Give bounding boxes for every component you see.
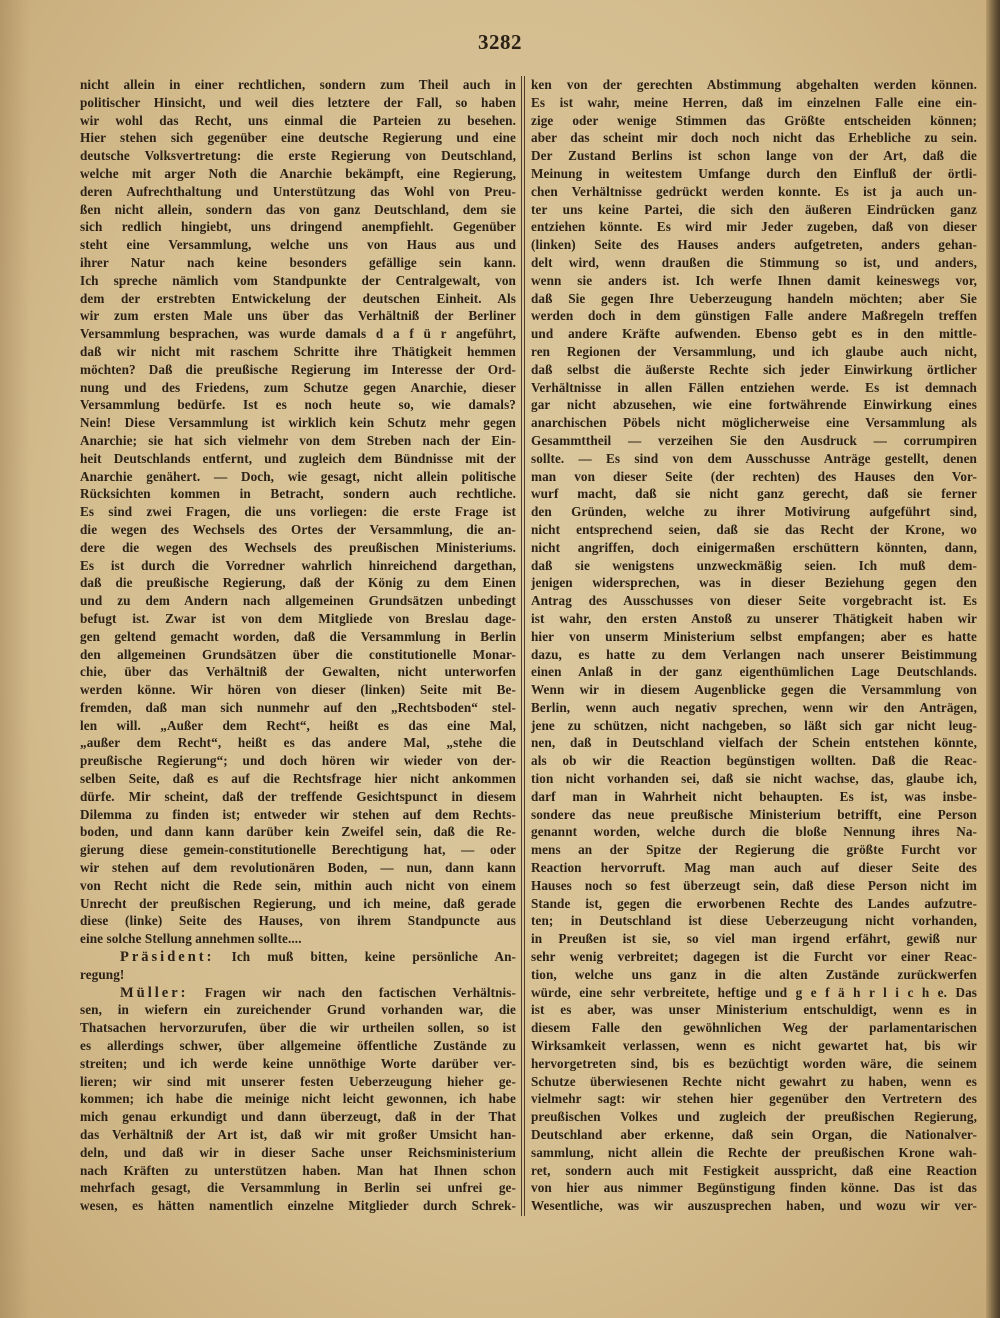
line-text: Es sind zwei Fragen, die uns vorliegen: die erste Frage ist bbox=[80, 504, 516, 520]
text-line bbox=[80, 592, 516, 610]
text-line bbox=[531, 734, 977, 752]
text-line bbox=[80, 681, 516, 699]
text-line bbox=[80, 1108, 516, 1126]
text-line bbox=[531, 414, 977, 432]
text-line bbox=[531, 183, 977, 201]
text-line bbox=[531, 1090, 977, 1108]
line-text: entziehen könnte. Es wird mir Jeder zugeben, daß von dieser bbox=[531, 219, 977, 235]
line-text: und zu dem Andern nach allgemeinen Grundsätzen unbedingt bbox=[80, 593, 516, 609]
text-line bbox=[531, 539, 977, 557]
text-line bbox=[531, 1073, 977, 1091]
text-line bbox=[531, 129, 977, 147]
line-text: werden könne. Wir hören von dieser (linken) Seite mit Be- bbox=[80, 682, 516, 698]
line-text: Gesammttheil — verzeihen Sie den Ausdruck — corrumpiren bbox=[531, 432, 977, 448]
line-text: vielmehr sagt: wir stehen hier gegenüber den Vertretern des bbox=[531, 1091, 977, 1107]
line-text: Unrecht der preußischen Regierung, und ich meine, daß gerade bbox=[80, 895, 516, 911]
line-text: Nein! Diese Versammlung ist wirklich kein Schutz mehr gegen bbox=[80, 415, 516, 431]
line-text: Schutze überwiesenen Rechte nicht gewahrt zu haben, wenn es bbox=[531, 1073, 977, 1089]
text-line bbox=[80, 610, 516, 628]
text-line bbox=[531, 823, 977, 841]
line-text: würde, eine sehr verbreitete, heftige und g e f ä h r l i c h e. Das bbox=[531, 984, 977, 1000]
line-text: „außer dem Recht“, heißt es das andere Mal, „stehe die bbox=[80, 735, 516, 751]
text-line bbox=[80, 966, 516, 984]
text-line bbox=[531, 76, 977, 94]
line-text: Deutschland aber erkenne, daß sein Organ, die Nationalver- bbox=[531, 1127, 977, 1143]
text-line bbox=[80, 859, 516, 877]
text-line bbox=[531, 290, 977, 308]
text-line bbox=[80, 717, 516, 735]
text-line bbox=[80, 895, 516, 913]
line-text: mich genau erkundigt und dann überzeugt, daß in der That bbox=[80, 1109, 516, 1125]
line-text: hervorgetreten sind, bis es bezüchtigt worden wäre, die seinem bbox=[531, 1055, 977, 1071]
line-text: Thatsachen hervorzurufen, über die wir urtheilen sollen, so ist bbox=[80, 1020, 516, 1036]
text-line bbox=[80, 806, 516, 824]
page-number: 3282 bbox=[478, 30, 522, 54]
line-text: Versammlung besprachen, was wurde damals d a f ü r angeführt, bbox=[80, 326, 516, 342]
line-text: ten; in Deutschland ist diese Ueberzeugung nicht vorhanden, bbox=[531, 913, 977, 929]
text-line bbox=[531, 254, 977, 272]
line-text: Stande ist, gegen die erworbenen Rechte des Landes aufzutre- bbox=[531, 895, 977, 911]
line-text: sondere das neue preußische Ministerium betrifft, eine Person bbox=[531, 806, 977, 822]
text-line bbox=[80, 396, 516, 414]
line-text: ter uns keine Partei, die sich den äußeren Eindrücken ganz bbox=[531, 201, 977, 217]
line-text: nicht entsprechend seien, daß sie das Recht der Krone, wo bbox=[531, 521, 977, 537]
line-text: in Preußen ist sie, so viel man irgend erfährt, gewiß nur bbox=[531, 931, 977, 947]
line-text: die wegen des Wechsels des Ortes der Versammlung, die an- bbox=[80, 521, 516, 537]
line-text: len will. „Außer dem Recht“, heißt es das eine Mal, bbox=[80, 717, 516, 733]
line-text: kommen; ich habe die meinige nicht leicht gewonnen, ich habe bbox=[80, 1091, 516, 1107]
line-text: daß die preußische Regierung, daß der König zu dem Einen bbox=[80, 575, 516, 591]
line-text: gierung diese gemein-constitutionelle Berechtigung hat, — oder bbox=[80, 842, 516, 858]
text-line bbox=[531, 503, 977, 521]
text-line bbox=[80, 76, 516, 94]
line-text: wesen, es hätten namentlich einzelne Mitglieder durch Schrek- bbox=[80, 1198, 516, 1214]
line-text: heit Deutschlands entfernt, und zugleich dem Bündnisse mit der bbox=[80, 450, 516, 466]
text-line bbox=[80, 770, 516, 788]
text-line bbox=[80, 254, 516, 272]
line-text: dürfe. Mir scheint, daß der treffende Gesichtspunct in diesem bbox=[80, 788, 516, 804]
text-line bbox=[80, 574, 516, 592]
line-text: Antrag des Ausschusses von dieser Seite vorgebracht ist. Es bbox=[531, 593, 977, 609]
line-text: jenigen widersprechen, was in dieser Beziehung gegen den bbox=[531, 575, 977, 591]
line-text: tion, welche uns ganz in die alten Zustände zurückwerfen bbox=[531, 966, 977, 982]
text-line bbox=[80, 948, 516, 966]
text-line bbox=[80, 94, 516, 112]
text-line bbox=[531, 663, 977, 681]
line-text: wir zum ersten Male uns über das Verhältniß der Berliner bbox=[80, 308, 516, 324]
column-divider bbox=[521, 76, 525, 1216]
line-text: den allgemeinen Grundsätzen über die constitutionelle Monar- bbox=[80, 646, 516, 662]
speaker-name: Müller: bbox=[120, 984, 189, 1001]
line-text: wir stehen auf dem revolutionären Boden, — nun, dann kann bbox=[80, 860, 516, 876]
line-text: man von dieser Seite (der rechten) des Hauses den Vor- bbox=[531, 468, 977, 484]
text-line bbox=[80, 877, 516, 895]
text-line bbox=[80, 823, 516, 841]
text-line bbox=[531, 450, 977, 468]
line-text: darf man in Wahrheit nicht behaupten. Es ist, was insbe- bbox=[531, 788, 977, 804]
line-text: diesem Falle den gewöhnlichen Weg der parlamentarischen bbox=[531, 1020, 977, 1036]
text-line bbox=[531, 1126, 977, 1144]
text-line bbox=[531, 699, 977, 717]
text-line bbox=[80, 521, 516, 539]
line-text: mehrfach gesagt, die Versammlung in Berlin sei unfrei ge- bbox=[80, 1180, 516, 1196]
text-line bbox=[80, 1055, 516, 1073]
text-line bbox=[531, 94, 977, 112]
line-text: Wesentliche, was wir auszusprechen haben, und wozu wir ver- bbox=[531, 1198, 977, 1214]
line-text: ist wahr, den ersten Anstoß zu unserer Thätigkeit haben wir bbox=[531, 610, 977, 626]
text-line bbox=[80, 841, 516, 859]
line-text: und andere Kräfte aufwenden. Ebenso gebt es in den mittle- bbox=[531, 326, 977, 342]
text-line bbox=[531, 361, 977, 379]
line-text: aber das scheint mir doch noch nicht das Erhebliche zu sein. bbox=[531, 130, 977, 146]
text-line bbox=[531, 646, 977, 664]
line-text: ken von der gerechten Abstimmung abgehalten werden können. bbox=[531, 77, 977, 92]
text-line bbox=[80, 1126, 516, 1144]
line-text: sich redlich hingiebt, uns dringend anempfiehlt. Gegenüber bbox=[80, 219, 516, 235]
text-line bbox=[80, 432, 516, 450]
line-text: deutsche Volksvertretung: die erste Regierung von Deutschland, bbox=[80, 148, 516, 164]
line-text: Berlin, wenn auch negativ sprechen, wenn wir den Anträgen, bbox=[531, 699, 977, 715]
text-line bbox=[80, 307, 516, 325]
text-line bbox=[80, 1001, 516, 1019]
text-line bbox=[531, 147, 977, 165]
line-text: nach Kräften zu unterstützen haben. Man hat Ihnen schon bbox=[80, 1162, 516, 1178]
text-line bbox=[531, 379, 977, 397]
text-line bbox=[80, 984, 516, 1002]
line-text: Reaction hervorruft. Mag man auch auf dieser Seite des bbox=[531, 860, 977, 876]
speaker-name: Präsident: bbox=[120, 949, 215, 966]
line-text: von Recht nicht die Rede sein, mithin auch nicht von einem bbox=[80, 877, 516, 893]
text-line bbox=[531, 1197, 977, 1215]
line-text: steht eine Versammlung, welche uns von Haus aus und bbox=[80, 237, 516, 253]
text-line bbox=[80, 663, 516, 681]
line-text: Wenn wir in diesem Augenblicke gegen die Versammlung von bbox=[531, 682, 977, 698]
line-text: nen, daß in Deutschland vielfach der Schein entstehen könnte, bbox=[531, 735, 977, 751]
page-edge-shadow-right bbox=[986, 0, 1000, 1318]
line-text: deren Aufrechthaltung und Unterstützung das Wohl von Preu- bbox=[80, 183, 516, 199]
text-line bbox=[531, 201, 977, 219]
line-text: mens an der Spitze der Regierung die größte Furcht vor bbox=[531, 842, 977, 858]
line-text: boden, und dann kann darüber kein Zweifel sein, daß die Re- bbox=[80, 824, 516, 840]
text-line bbox=[531, 432, 977, 450]
line-text: ist es aber, was unser Ministerium entschuldigt, wenn es in bbox=[531, 1002, 977, 1018]
text-line bbox=[531, 325, 977, 343]
text-line bbox=[531, 1144, 977, 1162]
text-line bbox=[531, 1037, 977, 1055]
line-text: als ob wir die Reaction begünstigen wollten. Daß die Reac- bbox=[531, 753, 977, 769]
text-line bbox=[80, 628, 516, 646]
line-text: befugt ist. Zwar ist von dem Mitgliede von Breslau dage- bbox=[80, 610, 516, 626]
text-line bbox=[531, 165, 977, 183]
text-line bbox=[80, 503, 516, 521]
text-line bbox=[80, 1162, 516, 1180]
text-line bbox=[80, 414, 516, 432]
text-line bbox=[80, 1019, 516, 1037]
line-text: preußische Regierung“; und doch hören wir wieder von der- bbox=[80, 753, 516, 769]
text-line bbox=[80, 788, 516, 806]
text-line bbox=[531, 1179, 977, 1197]
text-line bbox=[80, 468, 516, 486]
text-line bbox=[531, 681, 977, 699]
line-text: wurf macht, daß sie nicht ganz gerecht, daß sie ferner bbox=[531, 486, 977, 502]
line-text: daß selbst die äußerste Rechte sich jeder Einwirkung örtlicher bbox=[531, 361, 977, 377]
line-text: nicht angriffen, doch einigermaßen erschüttern könnten, dann, bbox=[531, 539, 977, 555]
text-line bbox=[531, 272, 977, 290]
line-text: Der Zustand Berlins ist schon lange von der Art, daß die bbox=[531, 148, 977, 164]
line-text: wenn sie anders ist. Ich werfe Ihnen damit keineswegs vor, bbox=[531, 272, 977, 288]
text-line bbox=[531, 895, 977, 913]
text-line bbox=[531, 343, 977, 361]
line-text: deln, und daß wir in dieser Sache unser Reichsministerium bbox=[80, 1144, 516, 1160]
line-text: ihrer Natur nach keine besonders gefällige sein kann. bbox=[80, 254, 516, 270]
line-text: Rücksichten kommen in Betracht, sondern auch rechtliche. bbox=[80, 486, 516, 502]
line-text: dere die wegen des Wechsels des preußischen Ministeriums. bbox=[80, 539, 516, 555]
line-text: Fragen wir nach den factischen Verhältnis- bbox=[204, 984, 516, 1000]
text-line bbox=[531, 557, 977, 575]
line-text: dem der erstrebten Entwickelung der deutschen Einheit. Als bbox=[80, 290, 516, 306]
text-line bbox=[80, 343, 516, 361]
line-text: den Gründen, welche zu ihrer Motivirung aufgeführt sind, bbox=[531, 504, 977, 520]
text-line bbox=[80, 379, 516, 397]
text-line bbox=[80, 1144, 516, 1162]
line-text: streiten; und ich werde keine unnöthige Worte darüber ver- bbox=[80, 1055, 516, 1071]
line-text: chen Verhältnisse gedrückt werden konnte. Es ist ja auch un- bbox=[531, 183, 977, 199]
page-edge-shadow-left bbox=[0, 0, 30, 1318]
line-text: jene zu schützen, nicht nachgeben, so läßt sich gar nicht leug- bbox=[531, 717, 977, 733]
text-line bbox=[531, 877, 977, 895]
line-text: ßen nicht allein, sondern das von ganz Deutschland, dem sie bbox=[80, 201, 516, 217]
text-line bbox=[80, 485, 516, 503]
line-text: Dilemma zu finden ist; entweder wir stehen auf dem Rechts- bbox=[80, 806, 516, 822]
text-line bbox=[531, 112, 977, 130]
text-line bbox=[531, 1001, 977, 1019]
text-line bbox=[80, 272, 516, 290]
line-text: regung! bbox=[80, 966, 125, 982]
line-text: (linken) Seite des Hauses anders aufgetreten, anders gehan- bbox=[531, 237, 977, 253]
text-line bbox=[80, 165, 516, 183]
text-line bbox=[80, 930, 516, 948]
text-line bbox=[80, 1073, 516, 1091]
line-text: Hauses noch so fest überzeugt sein, daß diese Person nicht im bbox=[531, 877, 977, 893]
line-text: sollte. — Es sind von dem Ausschusse Anträge gestellt, denen bbox=[531, 450, 977, 466]
line-text: werden doch in dem günstigen Falle andere Maßregeln treffen bbox=[531, 308, 977, 324]
text-line bbox=[531, 236, 977, 254]
text-line bbox=[531, 574, 977, 592]
line-text: daß sie wenigstens unzweckmäßig seien. Ich muß dem- bbox=[531, 557, 977, 573]
line-text: nicht allein in einer rechtlichen, sondern zum Theil auch in bbox=[80, 77, 516, 92]
text-line bbox=[531, 752, 977, 770]
text-line bbox=[80, 236, 516, 254]
line-text: lieren; wir sind mit unserer festen Ueberzeugung hieher ge- bbox=[80, 1073, 516, 1089]
text-column-right bbox=[531, 76, 977, 1215]
text-line bbox=[531, 717, 977, 735]
text-line bbox=[80, 325, 516, 343]
line-text: fremden, daß man sich nunmehr auf den „Rechtsboden“ stel- bbox=[80, 699, 516, 715]
text-line bbox=[80, 201, 516, 219]
text-line bbox=[531, 592, 977, 610]
line-text: welche mit arger Noth die Anarchie bekämpft, eine Regierung, bbox=[80, 165, 516, 181]
line-text: sammlung, nicht allein die Rechte der preußischen Krone wah- bbox=[531, 1144, 977, 1160]
line-text: sehr wenig verbreitet; dagegen ist die Furcht vor einer Reac- bbox=[531, 949, 977, 965]
text-line bbox=[80, 912, 516, 930]
line-text: selben Seite, daß es auf die Rechtsfrage hier nicht ankommen bbox=[80, 771, 516, 787]
text-line bbox=[80, 646, 516, 664]
text-line bbox=[80, 361, 516, 379]
text-line bbox=[531, 1055, 977, 1073]
line-text: Meinung in weitestem Umfange durch den Einfluß der örtli- bbox=[531, 165, 977, 181]
line-text: Hier stehen sich gegenüber eine deutsche Regierung und eine bbox=[80, 130, 516, 146]
line-text: von hier aus nimmer Begünstigung finden könne. Das ist das bbox=[531, 1180, 977, 1196]
line-text: sen, in wiefern ein zureichender Grund vorhanden war, die bbox=[80, 1002, 516, 1018]
text-line bbox=[531, 770, 977, 788]
text-line bbox=[531, 307, 977, 325]
line-text: es allerdings schwer, über allgemeine öffentliche Zustände zu bbox=[80, 1038, 516, 1054]
line-text: diese (linke) Seite des Hauses, von ihrem Standpuncte aus bbox=[80, 913, 516, 929]
line-text: wir wohl das Recht, uns einmal die Parteien zu besehen. bbox=[80, 112, 516, 128]
line-text: Anarchie; sie hat sich vielmehr von dem Streben nach der Ein- bbox=[80, 432, 516, 448]
text-line bbox=[531, 485, 977, 503]
text-line bbox=[531, 396, 977, 414]
line-text: zige oder wenige Stimmen das Größte entscheiden können; bbox=[531, 112, 977, 128]
text-line bbox=[531, 841, 977, 859]
text-line bbox=[80, 1090, 516, 1108]
text-line bbox=[80, 290, 516, 308]
text-line bbox=[531, 521, 977, 539]
line-text: das Verhältniß der Art ist, daß wir mit großer Umsicht han- bbox=[80, 1127, 516, 1143]
text-column-left bbox=[80, 76, 516, 1215]
line-text: einen Anlaß in der ganz eigenthümlichen Lage Deutschlands. bbox=[531, 664, 977, 680]
line-text: daß wir nicht mit raschem Schritte ihre Thätigkeit hemmen bbox=[80, 343, 516, 359]
text-line bbox=[80, 734, 516, 752]
line-text: preußischen Volkes und zugleich der preußischen Regierung, bbox=[531, 1109, 977, 1125]
text-line bbox=[531, 984, 977, 1002]
text-line bbox=[80, 1037, 516, 1055]
text-line bbox=[531, 948, 977, 966]
line-text: Es ist wahr, meine Herren, daß im einzelnen Falle eine ein- bbox=[531, 94, 977, 110]
line-text: politischer Hinsicht, und weil dies letztere der Fall, so haben bbox=[80, 94, 516, 110]
line-text: nung und des Friedens, zum Schutze gegen Anarchie, dieser bbox=[80, 379, 516, 395]
line-text: Versammlung bedürfe. Ist es noch heute so, wie damals? bbox=[80, 397, 516, 413]
line-text: dazu, es hatte zu dem Verlangen nach unserer Beistimmung bbox=[531, 646, 977, 662]
text-line bbox=[80, 752, 516, 770]
line-text: daß Sie gegen Ihre Ueberzeugung handeln möchten; aber Sie bbox=[531, 290, 977, 306]
text-line bbox=[531, 1108, 977, 1126]
line-text: Ich spreche nämlich vom Standpunkte der Centralgewalt, von bbox=[80, 272, 516, 288]
line-text: ret, sondern auch mit Festigkeit ausspricht, daß eine Reaction bbox=[531, 1162, 977, 1178]
text-line bbox=[80, 129, 516, 147]
line-text: Anarchie genähert. — Doch, wie gesagt, nicht allein politische bbox=[80, 468, 516, 484]
line-text: eine solche Stellung annehmen sollte.... bbox=[80, 931, 302, 947]
line-text: genannt worden, welche durch die bloße Nennung ihres Na- bbox=[531, 824, 977, 840]
line-text: möchten? Daß die preußische Regierung im Interesse der Ord- bbox=[80, 361, 516, 377]
text-line bbox=[531, 1162, 977, 1180]
text-line bbox=[80, 557, 516, 575]
text-line bbox=[80, 1179, 516, 1197]
text-line bbox=[531, 930, 977, 948]
text-line bbox=[80, 450, 516, 468]
text-line bbox=[531, 912, 977, 930]
text-line bbox=[80, 539, 516, 557]
text-line bbox=[531, 806, 977, 824]
text-line bbox=[531, 468, 977, 486]
text-line bbox=[531, 610, 977, 628]
line-text: ren Regionen der Versammlung, und ich glaube auch nicht, bbox=[531, 343, 977, 359]
line-text: Wirksamkeit verlassen, wenn es nicht gewartet hat, bis wir bbox=[531, 1038, 977, 1054]
line-text: gar nicht abzusehen, wie eine fortwährende Einwirkung eines bbox=[531, 397, 977, 413]
line-text: Verhältnisse in allen Fällen entziehen werde. Es ist demnach bbox=[531, 379, 977, 395]
text-line bbox=[80, 183, 516, 201]
text-line bbox=[80, 147, 516, 165]
line-text: Es ist durch die Vorredner wahrlich hinreichend dargethan, bbox=[80, 557, 516, 573]
text-line bbox=[531, 628, 977, 646]
line-text: anarchischen Pöbels nicht möglicherweise eine Versammlung als bbox=[531, 415, 977, 431]
text-line bbox=[80, 1197, 516, 1215]
line-text: tion nicht vorhanden sei, daß sie nicht wachse, das, glaube ich, bbox=[531, 771, 977, 787]
line-text: delt wird, wenn draußen die Stimmung so ist, und anders, bbox=[531, 254, 977, 270]
text-line bbox=[531, 1019, 977, 1037]
line-text: chie, über das Verhältniß der Gewalten, nicht unterworfen bbox=[80, 664, 516, 680]
line-text: Ich muß bitten, keine persönliche An- bbox=[231, 949, 516, 965]
text-line bbox=[531, 788, 977, 806]
text-line bbox=[80, 112, 516, 130]
line-text: hier von unserm Ministerium selbst empfangen; aber es hatte bbox=[531, 628, 977, 644]
line-text: gen geltend gemacht worden, daß die Versammlung in Berlin bbox=[80, 628, 516, 644]
text-line bbox=[80, 218, 516, 236]
text-line bbox=[80, 699, 516, 717]
text-line bbox=[531, 859, 977, 877]
text-line bbox=[531, 966, 977, 984]
text-line bbox=[531, 218, 977, 236]
